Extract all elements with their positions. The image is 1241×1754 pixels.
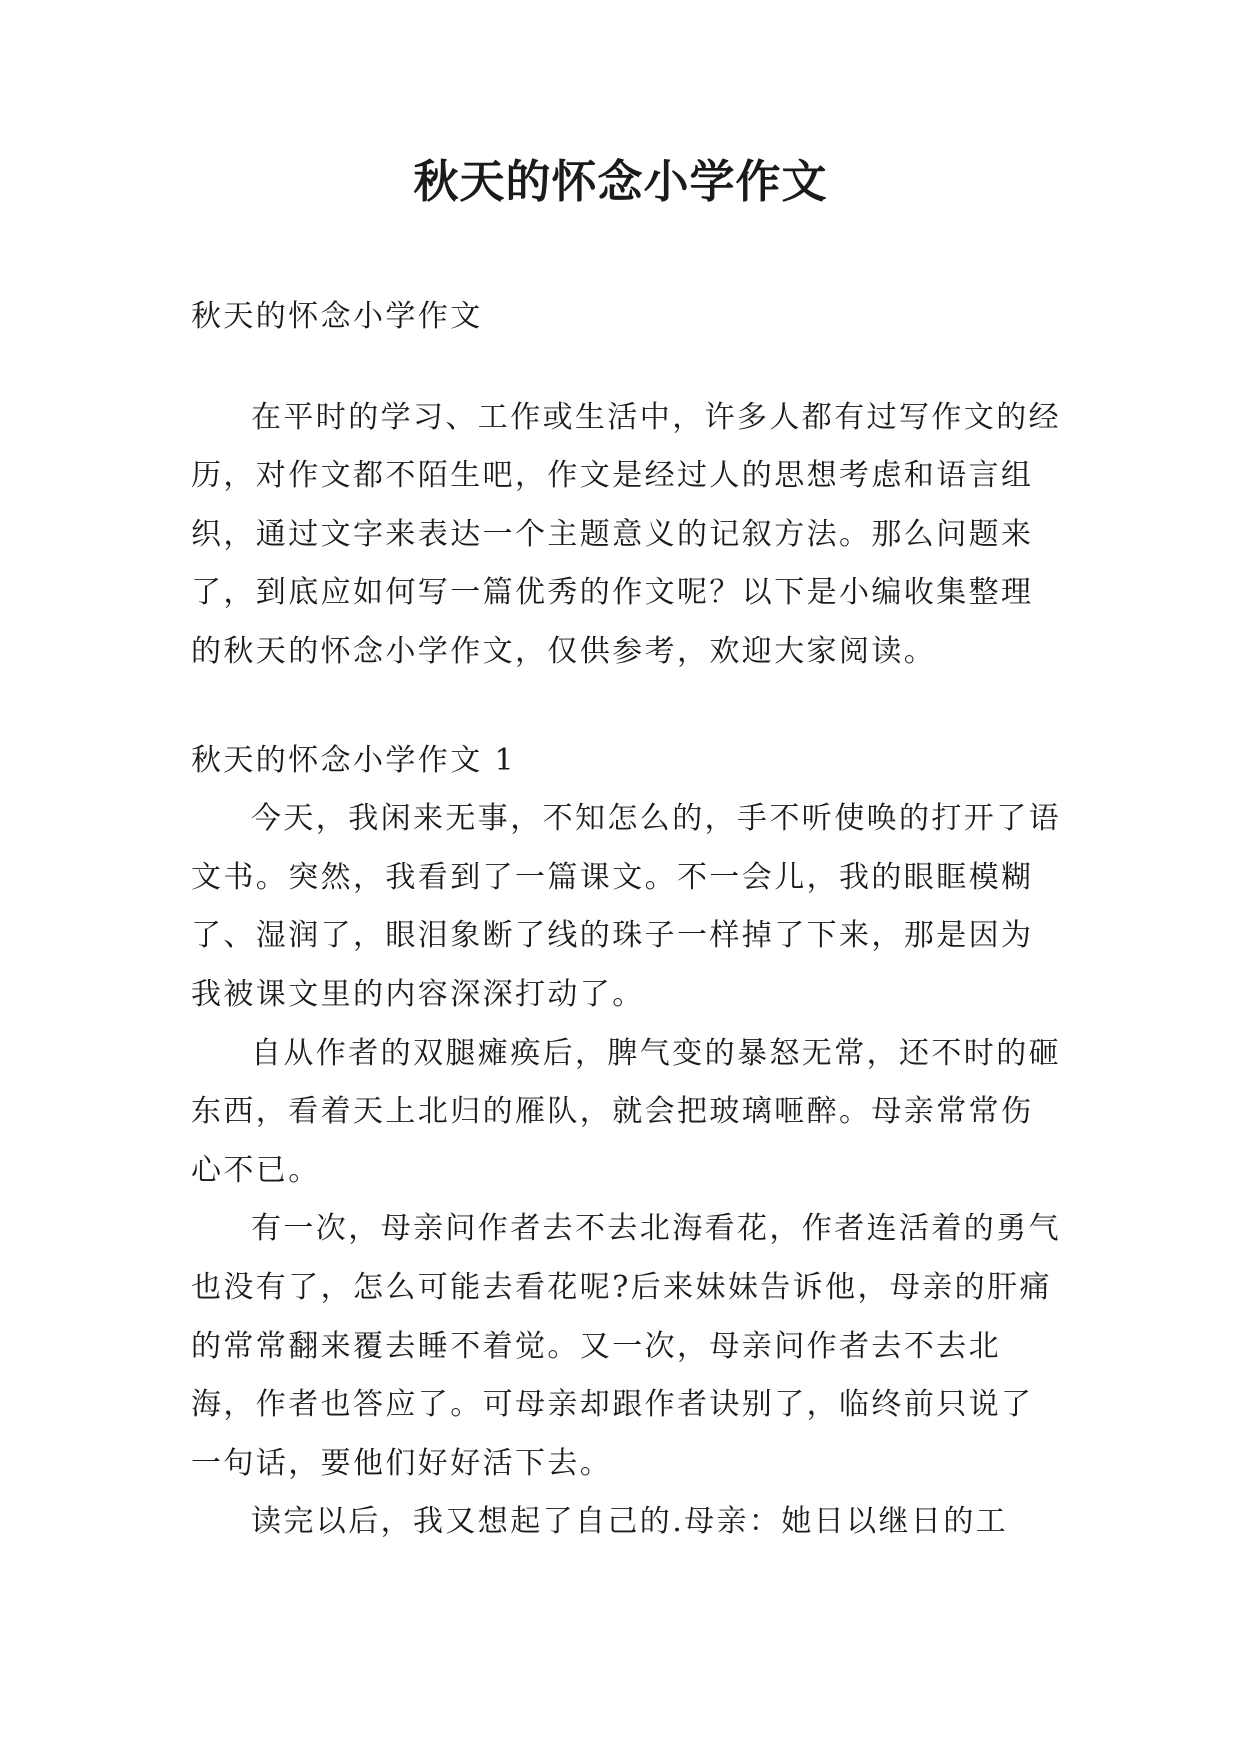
- spacer: [191, 682, 1061, 732]
- body-paragraph-1: 今天，我闲来无事，不知怎么的，手不听使唤的打开了语文书。突然，我看到了一篇课文。不一会儿，我的眼眶模糊了、湿润了，眼泪象断了线的珠子一样掉了下来，那是因为我被课文里的内容深深打动了。: [191, 801, 1061, 1012]
- body-paragraph-4: 读完以后，我又想起了自己的.母亲：她日以继日的工: [251, 1504, 1009, 1540]
- intro-paragraph: 在平时的学习、工作或生活中，许多人都有过写作文的经历，对作文都不陌生吧，作文是经过人的思想考虑和语言组织，通过文字来表达一个主题意义的记叙方法。那么问题来了，到底应如何写一篇优秀的作文呢？以下是小编收集整理的秋天的怀念小学作文，仅供参考，欢迎大家阅读。: [191, 399, 1061, 669]
- body-paragraph-3: 有一次，母亲问作者去不去北海看花，作者连活着的勇气也没有了，怎么可能去看花呢?后来妹妹告诉他，母亲的肝痛的常常翻来覆去睡不着觉。又一次，母亲问作者去不去北海，作者也答应了。可母亲却跟作者诀别了，临终前只说了一句话，要他们好好活下去。: [191, 1211, 1061, 1481]
- spacer: [191, 347, 1061, 389]
- section-heading: 秋天的怀念小学作文 1: [191, 742, 517, 778]
- document-title: 秋天的怀念小学作文: [413, 155, 828, 208]
- document-body: [191, 288, 1061, 1552]
- document-subtitle: 秋天的怀念小学作文: [191, 299, 483, 334]
- body-paragraph-2: 自从作者的双腿瘫痪后，脾气变的暴怒无常，还不时的砸东西，看着天上北归的雁队，就会把玻璃咂醉。母亲常常伤心不已。: [191, 1035, 1061, 1188]
